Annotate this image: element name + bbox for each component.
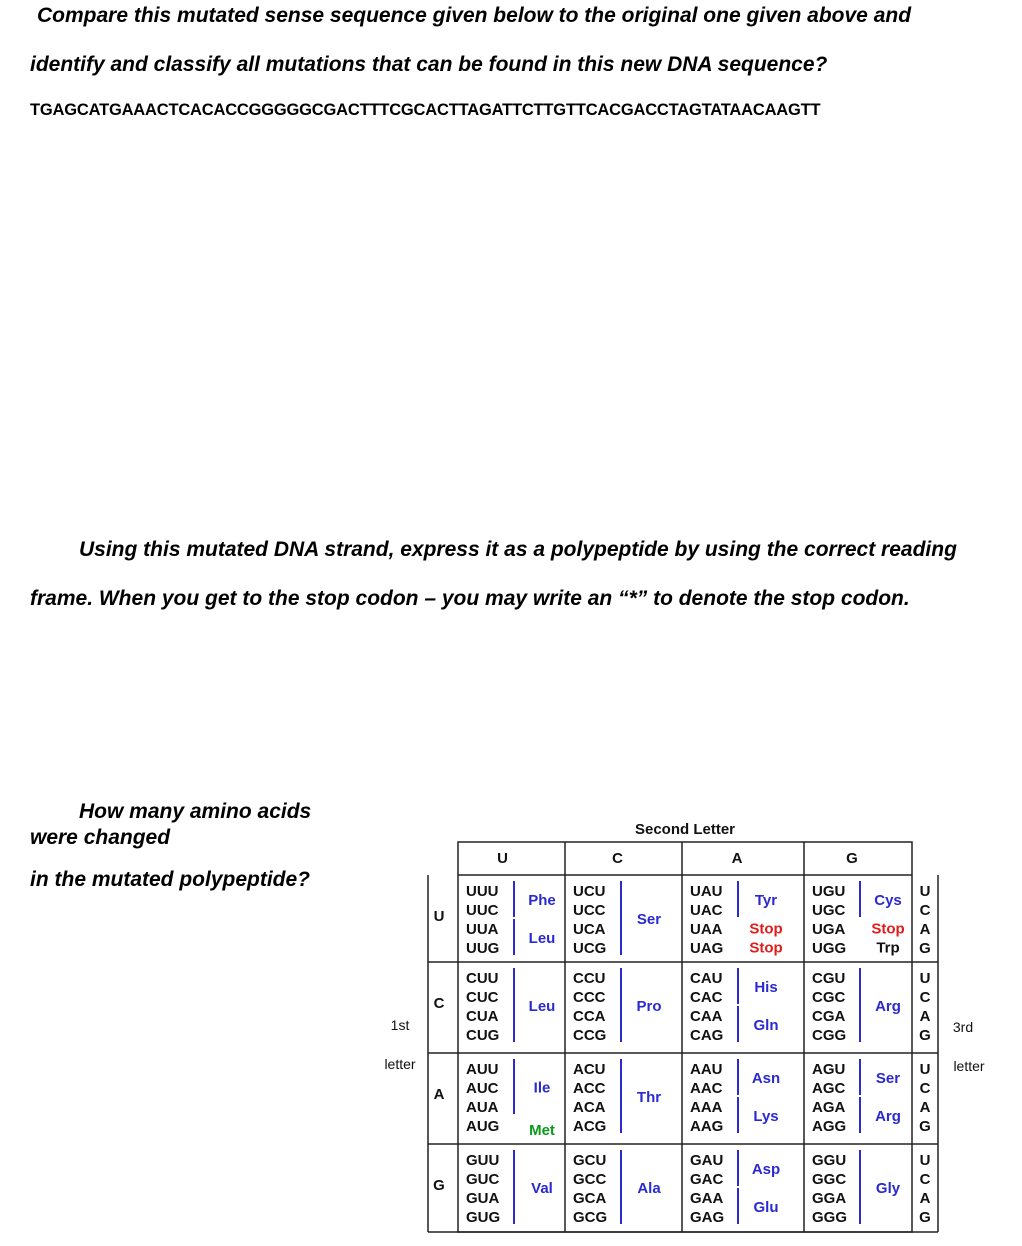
codon-CAG: CAG [690, 1027, 724, 1044]
codon-CAA: CAA [690, 1008, 723, 1025]
third-letter: A [919, 921, 931, 938]
codon-CGA: CGA [812, 1008, 846, 1025]
codon-AUG: AUG [466, 1118, 500, 1135]
amino-acid-phe: Phe [528, 892, 556, 909]
second-letter-title: Second Letter [634, 821, 736, 838]
mutated-dna-sequence: TGAGCATGAAACTCACACCGGGGGCGACTTTCGCACTTAGATTCTTGTTCACGACCTAGTATAACAAGTT [30, 101, 821, 119]
amino-acid-glu: Glu [753, 1199, 779, 1216]
codon-GCU: GCU [573, 1152, 607, 1169]
codon-UGC: UGC [812, 902, 846, 919]
codon-ACA: ACA [573, 1099, 606, 1116]
amino-acid-asp: Asp [751, 1161, 781, 1178]
amino-acid-leu: Leu [528, 998, 556, 1015]
codon-UAG: UAG [690, 940, 724, 957]
amino-acid-leu: Leu [528, 930, 556, 947]
codon-GAA: GAA [690, 1190, 724, 1207]
codon-AGU: AGU [812, 1061, 846, 1078]
third-letter: U [919, 1061, 931, 1078]
codon-UUC: UUC [466, 902, 499, 919]
first-letter-G: G [433, 1177, 445, 1194]
amino-acid-stop: Stop [871, 920, 905, 938]
codon-CUU: CUU [466, 970, 499, 987]
third-letter: C [919, 989, 931, 1006]
codon-CUC: CUC [466, 989, 499, 1006]
third-letter: G [919, 1209, 931, 1226]
question-1-line-1: Compare this mutated sense sequence given below to the original one given above and [37, 4, 912, 27]
amino-acid-ile: Ile [533, 1079, 551, 1097]
amino-acid-tyr: Tyr [754, 892, 778, 909]
question-3-line-1: How many amino acids [79, 800, 312, 823]
third-letter: A [919, 1008, 931, 1025]
codon-AGA: AGA [812, 1099, 846, 1116]
question-1-line-2: identify and classify all mutations that can be found in this new DNA sequence? [30, 53, 828, 76]
codon-GGA: GGA [812, 1190, 847, 1207]
codon-AGG: AGG [812, 1118, 847, 1135]
amino-acid-ala: Ala [637, 1180, 661, 1197]
third-letter-label-b: letter [953, 1058, 985, 1074]
codon-UGA: UGA [812, 921, 846, 938]
codon-UGU: UGU [812, 883, 846, 900]
third-letter: C [919, 902, 931, 919]
codon-CGU: CGU [812, 970, 846, 987]
first-letter-A: A [433, 1086, 445, 1103]
amino-acid-asn: Asn [751, 1070, 781, 1087]
third-letter: G [919, 1118, 931, 1135]
amino-acid-gly: Gly [875, 1180, 901, 1197]
third-letter: A [919, 1099, 931, 1116]
codon-GCG: GCG [573, 1209, 608, 1226]
codon-GGC: GGC [812, 1171, 847, 1188]
third-letter: A [919, 1190, 931, 1207]
second-letter-U: U [497, 850, 508, 867]
amino-acid-thr: Thr [636, 1089, 662, 1106]
codon-AUA: AUA [466, 1099, 499, 1116]
question-2-line-1: Using this mutated DNA strand, express it as a polypeptide by using the correct reading [79, 538, 957, 561]
codon-ACC: ACC [573, 1080, 606, 1097]
codon-GAC: GAC [690, 1171, 724, 1188]
codon-CUG: CUG [466, 1027, 500, 1044]
first-letter-label: 1st [390, 1017, 410, 1033]
amino-acid-lys: Lys [753, 1108, 779, 1125]
codon-CCC: CCC [573, 989, 606, 1006]
codon-UCC: UCC [573, 902, 606, 919]
codon-GUC: GUC [466, 1171, 500, 1188]
codon-CCA: CCA [573, 1008, 606, 1025]
codon-UCA: UCA [573, 921, 606, 938]
amino-acid-pro: Pro [636, 998, 662, 1015]
codon-GGG: GGG [812, 1209, 848, 1226]
codon-CAU: CAU [690, 970, 723, 987]
amino-acid-ser: Ser [875, 1070, 901, 1087]
codon-GUG: GUG [466, 1209, 501, 1226]
amino-acid-stop: Stop [749, 939, 783, 957]
amino-acid-arg: Arg [875, 998, 901, 1015]
codon-UCG: UCG [573, 940, 607, 957]
codon-CGC: CGC [812, 989, 846, 1006]
codon-AUC: AUC [466, 1080, 499, 1097]
third-letter: U [919, 1152, 931, 1169]
codon-UUU: UUU [466, 883, 499, 900]
codon-CGG: CGG [812, 1027, 847, 1044]
amino-acid-cys: Cys [874, 892, 902, 909]
second-letter-G: G [846, 850, 858, 867]
first-letter-U: U [433, 908, 445, 925]
codon-GAU: GAU [690, 1152, 724, 1169]
codon-ACU: ACU [573, 1061, 606, 1078]
codon-GAG: GAG [690, 1209, 725, 1226]
codon-GUA: GUA [466, 1190, 500, 1207]
third-letter: G [919, 940, 931, 957]
codon-GCA: GCA [573, 1190, 607, 1207]
question-3-line-2: were changed [30, 826, 171, 849]
codon-UAA: UAA [690, 921, 723, 938]
first-letter-C: C [433, 995, 445, 1012]
codon-CCG: CCG [573, 1027, 607, 1044]
amino-acid-gln: Gln [753, 1017, 779, 1034]
codon-AAU: AAU [690, 1061, 723, 1078]
codon-AUU: AUU [466, 1061, 499, 1078]
amino-acid-ser: Ser [636, 911, 662, 928]
amino-acid-trp: Trp [876, 939, 900, 957]
codon-AAG: AAG [690, 1118, 724, 1135]
codon-UUA: UUA [466, 921, 499, 938]
codon-AAC: AAC [690, 1080, 723, 1097]
codon-AAA: AAA [690, 1099, 723, 1116]
third-letter: C [919, 1171, 931, 1188]
second-letter-C: C [612, 850, 623, 867]
codon-GUU: GUU [466, 1152, 500, 1169]
codon-CCU: CCU [573, 970, 606, 987]
codon-AGC: AGC [812, 1080, 846, 1097]
codon-ACG: ACG [573, 1118, 607, 1135]
amino-acid-val: Val [531, 1180, 553, 1197]
amino-acid-stop: Stop [749, 920, 783, 938]
codon-GCC: GCC [573, 1171, 607, 1188]
third-letter-label: 3rd [952, 1019, 974, 1035]
codon-CUA: CUA [466, 1008, 499, 1025]
second-letter-A: A [731, 850, 743, 867]
amino-acid-arg: Arg [875, 1108, 901, 1125]
third-letter: U [919, 883, 931, 900]
codon-UAC: UAC [690, 902, 723, 919]
codon-UUG: UUG [466, 940, 500, 957]
third-letter: G [919, 1027, 931, 1044]
codon-CAC: CAC [690, 989, 723, 1006]
amino-acid-his: His [754, 979, 778, 996]
question-3-line-3: in the mutated polypeptide? [30, 868, 311, 891]
question-2-line-2: frame. When you get to the stop codon – you may write an “*” to denote the stop codon. [30, 587, 910, 610]
third-letter: C [919, 1080, 931, 1097]
codon-UAU: UAU [690, 883, 723, 900]
amino-acid-met: Met [529, 1122, 555, 1139]
codon-UCU: UCU [573, 883, 606, 900]
codon-UGG: UGG [812, 940, 847, 957]
codon-GGU: GGU [812, 1152, 847, 1169]
third-letter: U [919, 970, 931, 987]
first-letter-label-b: letter [384, 1056, 416, 1072]
